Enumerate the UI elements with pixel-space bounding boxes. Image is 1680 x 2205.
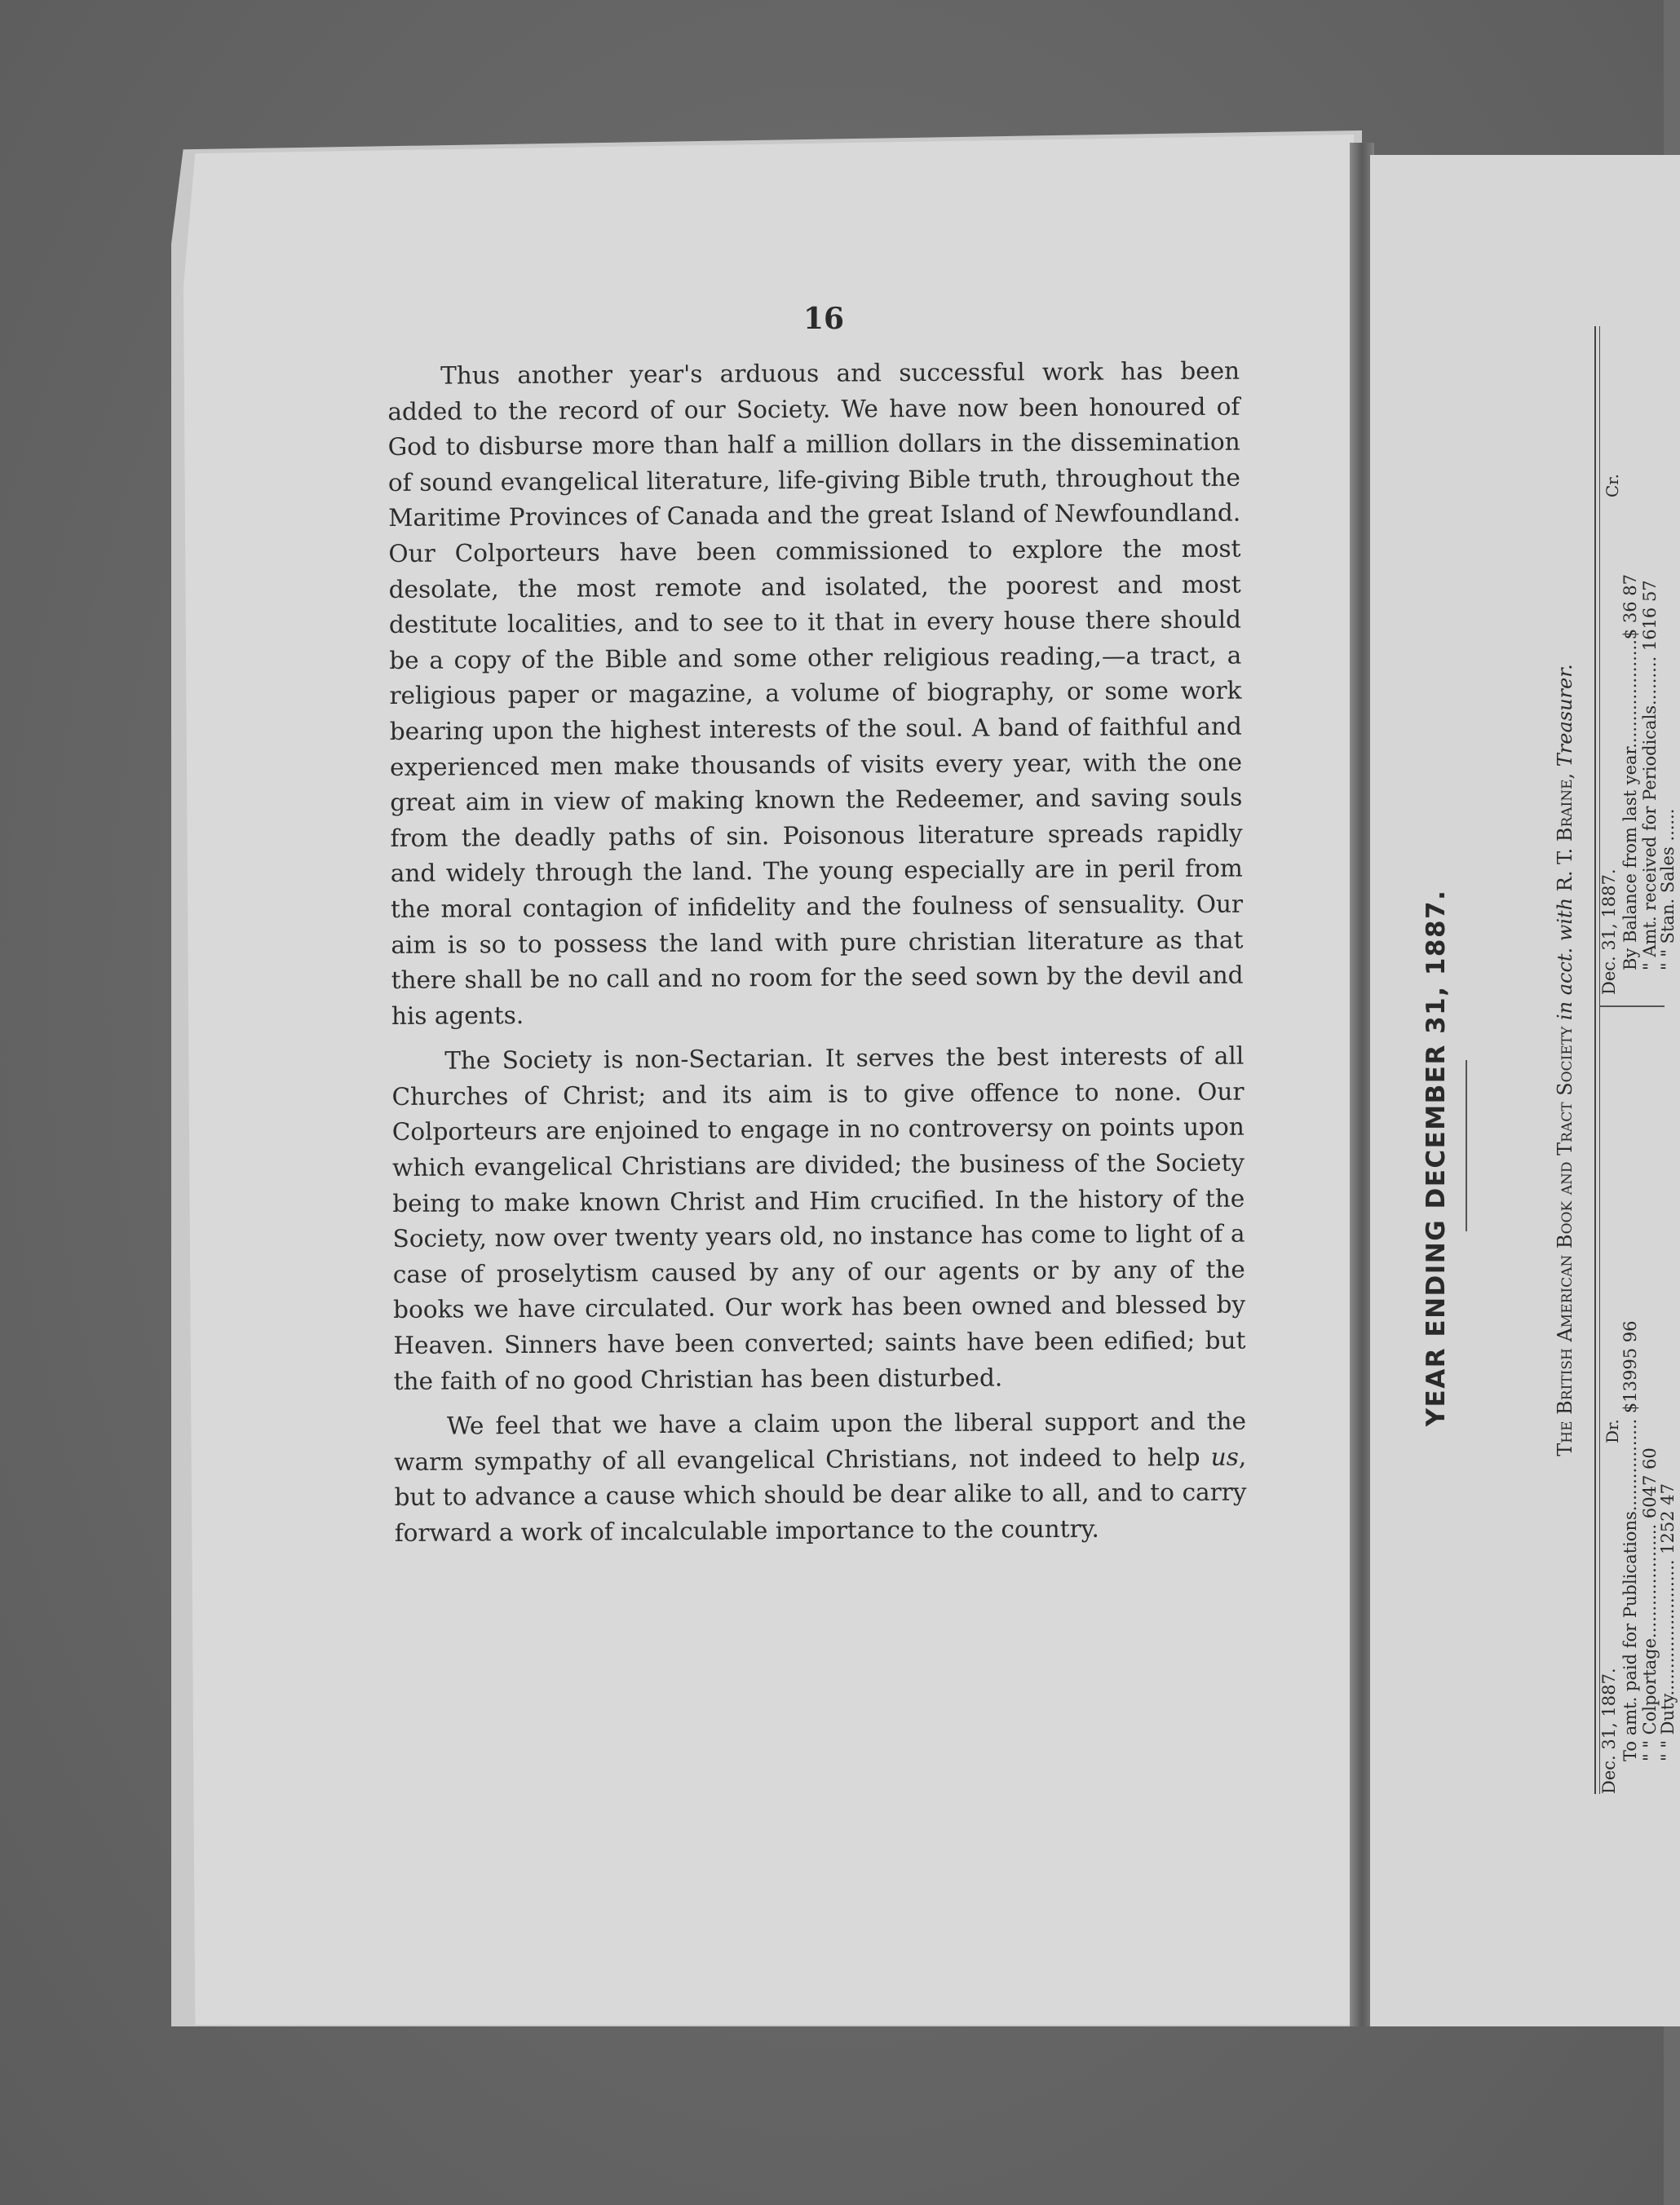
debit-row-amount: 6047 60 [1640, 1447, 1660, 1519]
account-treasurer-name: R. T. Braine, [1554, 767, 1576, 898]
credit-row-desc: By Balance from last year....................$ [1620, 628, 1640, 970]
debit-row-desc: To amt. paid for Publications................. [1620, 1418, 1640, 1761]
column-divider [1599, 1005, 1665, 1007]
account-treasurer-title: Treasurer. [1554, 664, 1576, 767]
paragraph-3-after: , but to advance a cause which should be dear alike to all, and to carry forward a work of incalculable importance to the country. [394, 1443, 1247, 1547]
credit-row [1620, 574, 1640, 970]
debit-row [1658, 1483, 1678, 1761]
account-society: The British American Book and Tract Society [1554, 1020, 1576, 1456]
credit-row-amount: 1616 57 [1640, 580, 1660, 652]
credit-row-amount: 36 87 [1620, 574, 1640, 624]
debit-row-amount: 1252 47 [1658, 1483, 1678, 1554]
paragraph-1: Thus another year's arduous and successful work has been added to the record of our Society. We have now been honoured of God to disburse more than half a million dollars in the dissemination of sound evangelical literature, life-giving Bible truth, throughout the Maritime Provinces of Canada and the great Island of Newfoundland. Our Colporteurs have been commissioned to explore the most desolate, the most remote and isolated, the poorest and most destitute localities, and to see to it that in every house there should be a copy of the Bible and some other religious reading,—a tract, a religious paper or magazine, a volume of biography, or some work bearing upon the highest interests of the soul. A band of faithful and experienced men make thousands of visits every year, with the one great aim in view of making known the Redeemer, and saving souls from the deadly paths of sin. Poisonous literature spreads rapidly and widely through the land. The young especially are in peril from the moral contagion of infidelity and the foulness of sensuality. Our aim is so to possess the land with pure christian literature as that there shall be no call and no room for the seed sown by the devil and his agents. [387, 356, 1244, 1030]
debit-row [1640, 1447, 1660, 1761]
credit-label: Cr. [1603, 473, 1622, 497]
account-line [1554, 326, 1576, 1794]
treasurer-statement [1399, 326, 1678, 1794]
debit-label: Dr. [1603, 1419, 1622, 1443]
credit-row [1658, 809, 1678, 970]
credit-row-desc: " " Stan. Sales ...... [1658, 808, 1678, 970]
account-in-acct: in acct. with [1554, 897, 1576, 1021]
credit-row-desc: " Amt. received for Periodicals......... [1640, 656, 1660, 970]
debit-row [1620, 1321, 1640, 1762]
debit-row-desc: " " Colportage..................... [1640, 1523, 1660, 1761]
paragraph-2: The Society is non-Sectarian. It serves the best interests of all Churches of Christ; and its aim is to give offence to none. Our Colporteurs are enjoined to engage in no controversy on points upon which evangelical Christians are divided; the business of the Society being to make known Christ and Him crucified. In the history of the Society, now over twenty years old, no instance has come to light of a case of proselytism caused by any of our agents or by any of the books we have circulated. Our work has been owned and blessed by Heaven. Sinners have been converted; saints have been edified; but the faith of no good Christian has been disturbed. [391, 1041, 1246, 1395]
paragraph-3 [394, 1404, 1247, 1552]
statement-heading: YEAR ENDING DECEMBER 31, 1887. [1421, 889, 1451, 1427]
table-rule [1594, 326, 1600, 1794]
body-text [387, 354, 1247, 1552]
heading-rule [1466, 1060, 1467, 1231]
debit-row-amount: $13995 96 [1620, 1320, 1640, 1414]
page-number: 16 [802, 302, 845, 336]
credit-date: Dec. 31, 1887. [1599, 868, 1619, 995]
credit-row [1640, 580, 1660, 970]
paragraph-3-before: We feel that we have a claim upon the liberal support and the warm sympathy of all evangelical Christians, not indeed to help [394, 1407, 1247, 1476]
paragraph-3-emphasis: us [1210, 1443, 1239, 1471]
debit-date: Dec. 31, 1887. [1599, 1668, 1619, 1794]
debit-row-desc: " " Duty......................... [1658, 1559, 1678, 1761]
